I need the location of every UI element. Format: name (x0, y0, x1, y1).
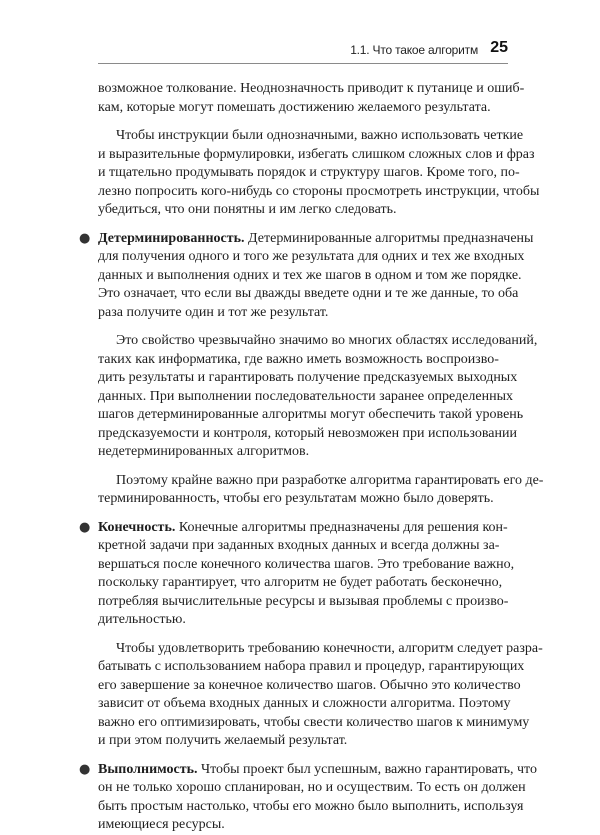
text-line: Это означает, что если вы дважды введете одни и те же данные, то оба (98, 286, 519, 301)
text-line: данных. При выполнении последовательности заранее определенных (98, 388, 513, 404)
text-line: имеющиеся ресурсы. (98, 817, 225, 832)
text-line: Это свойство чрезвычайно значимо во многих областях исследований, (116, 333, 538, 348)
term-description: Детерминированные алгоритмы предназначены (244, 230, 534, 246)
text-line: и при этом получить желаемый результат. (98, 733, 348, 748)
header-divider (98, 63, 508, 64)
text-line: возможное толкование. Неоднозначность приводит к путанице и ошиб- (98, 81, 525, 96)
page-header (98, 38, 508, 62)
paragraph (98, 127, 540, 220)
page-body (79, 80, 544, 835)
text-line: лезно попросить кого-нибудь со стороны просмотреть инструкции, чтобы (98, 183, 540, 199)
paragraph (98, 332, 538, 462)
text-line: поскольку гарантирует, что алгоритм не будет работать бесконечно, (98, 575, 503, 590)
text-line: вершаться после конечного количества шагов. Это требование важно, (98, 556, 515, 572)
bullet-item-feasibility (79, 761, 537, 835)
text-line: дительностью. (98, 612, 186, 627)
bullet-item-determinism (79, 230, 534, 323)
text-line: раза получите один и тот же результат. (98, 304, 329, 320)
term-description: Конечные алгоритмы предназначены для решения кон- (175, 519, 508, 535)
text-line: батывать с использованием набора правил и процедур, гарантирующих (98, 659, 525, 674)
text-line: таких как информатика, где важно иметь возможность воспроизво- (98, 351, 499, 367)
text-line: недетерминированных алгоритмов. (98, 444, 310, 459)
text-line: предсказуемости и контроля, который невозможен при использовании (98, 425, 517, 441)
bullet-item-finiteness (79, 519, 515, 630)
text-line: зависит от объема входных данных и сложности алгоритма. Поэтому (98, 696, 511, 711)
term-description: Чтобы проект был успешным, важно гарантировать, что (197, 761, 537, 777)
text-line: убедиться, что они понятны и им легко следовать. (98, 202, 397, 217)
text-line: он не только хорошо спланирован, но и осуществим. То есть он должен (98, 780, 526, 795)
text-line: данных и выполнения одних и тех же шагов в одном и том же порядке. (98, 267, 522, 283)
page-number: 25 (490, 39, 508, 56)
running-title: 1.1. Что такое алгоритм (350, 43, 478, 57)
text-line (98, 761, 537, 780)
bullet-icon: ● (79, 519, 91, 535)
bullet-icon: ● (79, 230, 91, 246)
text-line: терминированность, чтобы его результатам можно было доверять. (98, 491, 494, 506)
text-line: Чтобы удовлетворить требованию конечности, алгоритм следует разра- (116, 640, 543, 656)
text-line: дить результаты и гарантировать получение предсказуемых выходных (98, 370, 518, 385)
text-line: и выразительные формулировки, избегать слишком сложных слов и фраз (98, 146, 535, 162)
text-line: шагов детерминированные алгоритмы могут обеспечить такой уровень (98, 407, 524, 422)
term-label: Конечность. (98, 519, 176, 535)
text-line: кам, которые могут помешать достижению желаемого результата. (98, 99, 491, 115)
text-line: кретной задачи при заданных входных данных и всегда должны за- (98, 538, 500, 553)
paragraph (98, 80, 525, 117)
text-line: его завершение за конечное количество шагов. Обычно это количество (98, 677, 521, 693)
paragraph (98, 472, 544, 509)
text-line (98, 230, 534, 249)
term-label: Детерминированность. (98, 230, 245, 246)
text-line: Поэтому крайне важно при разработке алгоритма гарантировать его де- (116, 472, 544, 488)
term-label: Выполнимость. (98, 761, 198, 777)
text-line: важно его оптимизировать, чтобы свести количество шагов к минимуму (98, 714, 530, 730)
bullet-icon: ● (79, 761, 91, 777)
text-line: быть простым настолько, чтобы его можно было выполнить, используя (98, 798, 524, 814)
text-line: потребляя вычислительные ресурсы и вызывая проблемы с произво- (98, 593, 509, 609)
text-line: для получения одного и того же результата для одних и тех же входных (98, 249, 525, 264)
text-line (98, 519, 510, 538)
paragraph (98, 640, 543, 751)
text-line: и тщательно продумывать порядок и структуру шагов. Кроме того, по- (98, 165, 520, 180)
text-line: Чтобы инструкции были однозначными, важно использовать четкие (116, 128, 524, 143)
